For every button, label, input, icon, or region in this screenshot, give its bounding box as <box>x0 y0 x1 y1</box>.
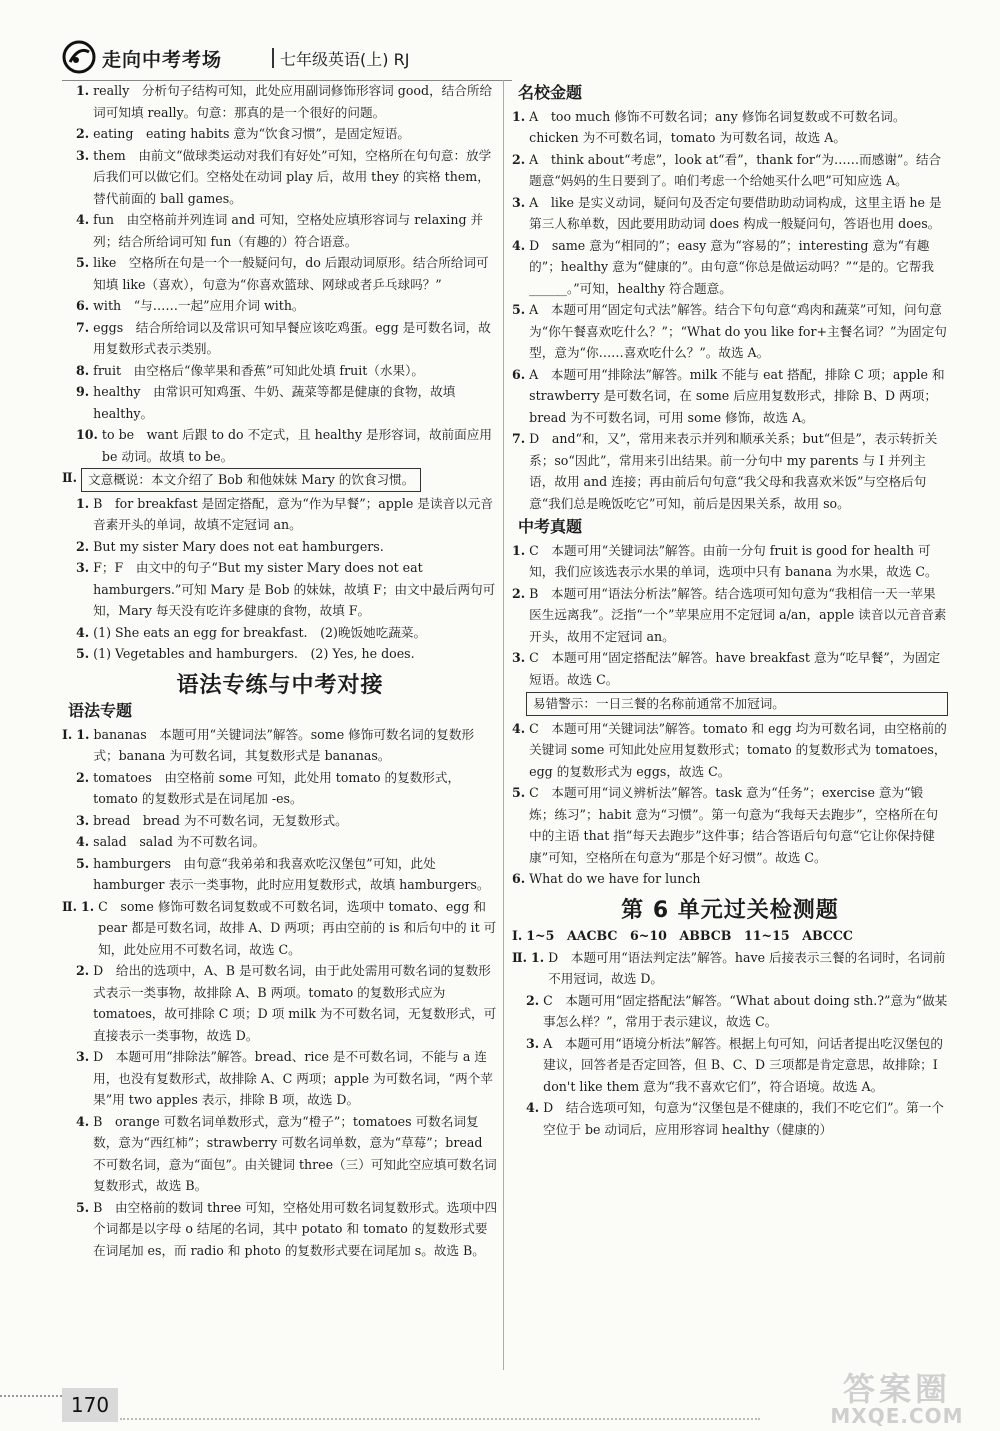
grammar-part2 <box>62 896 498 1262</box>
logo-icon <box>62 40 96 74</box>
list-item: 7. D and“和，又”，常用来表示并列和顺承关系；but“但是”，表示转折关系；so“因此”，常用来引出结果。前一分句中 my parents 与 I 并列主语，故用 and 连接；再由前后句句意“我父母和我喜欢米饭”与空格后句意“我们总是晚饭吃它”可知，前后是因果关系，故用 so。 <box>512 431 938 511</box>
watermark-url: MXQE.COM <box>830 1404 964 1428</box>
list-item: 2. C 本题可用“固定搭配法”解答。“What about doing sth.?”意为“做某事怎么样？”，常用于表示建议，故选 C。 <box>526 992 948 1029</box>
list-item: Ⅱ. 1. D 本题可用“语法判定法”解答。have 后接表示三餐的名词时，名词前不用冠词，故选 D。 <box>512 949 946 986</box>
list-item: 6. with “与……一起”应用介词 with。 <box>76 298 305 313</box>
list-item: 4. B orange 可数名词单数形式，意为“橙子”；tomatoes 可数名词复数，意为“西红柿”；strawberry 可数名词单数，意为“草莓”；bread 不可数名词，意为“面包”。由关键词 three（三）可知此空应填可数名词复数形式，故选 B。 <box>76 1113 497 1193</box>
left-column <box>62 80 498 1261</box>
list-item: 3. A 本题可用“语境分析法”解答。根据上句可知，问话者提出吃汉堡包的建议，回答者是否定回答，但 B、C、D 三项都是肯定意思，故排除；I don't like them 意为“我不喜欢它们”，符合语境。故选 A。 <box>526 1035 943 1094</box>
watermark <box>812 1372 982 1426</box>
exam-heading: 中考真题 <box>518 517 583 536</box>
unit-part1: Ⅰ. 1~5 AACBC 6~10 ABBCB 11~15 ABCCC <box>512 928 853 943</box>
watermark-text: 答案圈 <box>842 1370 951 1408</box>
book-title: 七年级英语(上) RJ <box>280 50 410 69</box>
list-item: 8. fruit 由空格后“像苹果和香蕉”可知此处填 fruit（水果）。 <box>76 362 424 378</box>
list-item: 5. A 本题可用“固定句式法”解答。结合下句句意“鸡肉和蔬菜”可知，问句意为“你午餐喜欢吃什么？”；“What do you like for+主餐名词？”为固定句型，意为“你……喜欢吃什么？”。故选 A。 <box>512 302 947 360</box>
list-item: 2. A think about“考虑”，look at“看”，thank for“为……而感谢”。结合题意“妈妈的生日要到了。咱们考虑一个给她买什么吧”可知应选 A。 <box>512 151 942 188</box>
list-item: 2. B 本题可用“语法分析法”解答。结合选项可知句意为“我相信一天一苹果医生远离我”。泛指“一个”苹果应用不定冠词 a/an，apple 读音以元音音素开头，故用不定冠词 an。 <box>512 585 947 644</box>
list-item: 3. them 由前文“做球类运动对我们有好处”可知，空格所在句句意：放学后我们可以做它们。空格处在动词 play 后，故用 they 的宾格 them，替代前面的 ball games。 <box>76 147 492 206</box>
list-item: 1. C 本题可用“关键词法”解答。由前一分句 fruit is good for health 可知，我们应该选表示水果的单词，选项中只有 banana 为水果，故选 C。 <box>512 542 938 579</box>
list-item: 4. salad salad 为不可数名词。 <box>76 834 266 849</box>
list-item: 10. to be want 后跟 to do 不定式，且 healthy 是形容词，故前面应用 be 动词。故填 to be。 <box>76 427 492 464</box>
list-item: 1. really 分析句子结构可知，此处应用副词修饰形容词 good，结合所给词可知填 really。句意：那真的是一个很好的问题。 <box>76 83 493 120</box>
list-item: 4. (1) She eats an egg for breakfast. (2)晚饭她吃蔬菜。 <box>76 624 427 640</box>
list-item: 2. tomatoes 由空格前 some 可知，此处用 tomato 的复数形式，tomato 的复数形式是在词尾加 -es。 <box>76 769 461 806</box>
list-item: 3. A like 是实义动词，疑问句及否定句要借助助动词构成，这里主语 he 是第三人称单数，因此要用助动词 does 构成一般疑问句，答语也用 does。 <box>512 194 942 231</box>
list-item: 3. C 本题可用“固定搭配法”解答。have breakfast 意为“吃早餐”，为固定短语。故选 C。 <box>512 650 941 687</box>
right-column <box>512 80 948 1140</box>
famous-list <box>512 106 948 515</box>
list-item: 7. eggs 结合所给词以及常识可知早餐应该吃鸡蛋。egg 是可数名词，故用复数形式表示类别。 <box>76 319 491 356</box>
header-divider <box>272 48 274 68</box>
list-item: 3. D 本题可用“排除法”解答。bread、rice 是不可数名词，不能与 a 连用，也没有复数形式，故排除 A、C 两项；apple 为可数名词，“两个苹果”用 two apples 表示，排除 B 项，故选 D。 <box>76 1049 493 1107</box>
section-mark: Ⅱ. <box>62 470 77 485</box>
list-item: 2. But my sister Mary does not eat hamburgers. <box>76 538 384 554</box>
exam-list-a <box>512 540 948 691</box>
list-item: 4. D same 意为“相同的”；easy 意为“容易的”；interesting 意为“有趣的”；healthy 意为“健康的”。由句意“你总是做运动吗？”“是的。它帮我______。”可知，healthy 符合题意。 <box>512 237 935 296</box>
list-item: 1. A too much 修饰不可数名词；any 修饰名词复数或不可数名词。chicken 为不可数名词，tomato 为可数名词，故选 A。 <box>512 108 906 145</box>
list-item: 5. hamburgers 由句意“我弟弟和我喜欢吃汉堡包”可知，此处 hamburger 表示一类事物，此时应用复数形式，故填 hamburgers。 <box>76 855 490 892</box>
list-item: 4. C 本题可用“关键词法”解答。tomato 和 egg 均为可数名词，由空格前的关键词 some 可知此处应用复数形式；tomato 的复数形式为 tomatoes，egg 的复数形式为 eggs，故选 C。 <box>512 720 947 779</box>
grammar-part1 <box>62 724 498 896</box>
list-item: 9. healthy 由常识可知鸡蛋、牛奶、蔬菜等都是健康的食物，故填 healthy。 <box>76 384 456 421</box>
list-item: 1. B for breakfast 是固定搭配，意为“作为早餐”；apple 是读音以元音音素开头的单词，故填不定冠词 an。 <box>76 495 493 532</box>
list-item: 2. eating eating habits 意为“饮食习惯”，是固定短语。 <box>76 126 411 141</box>
page-number: 170 <box>62 1388 118 1422</box>
list-item: 6. A 本题可用“排除法”解答。milk 不能与 eat 搭配，排除 C 项；apple 和 strawberry 是可数名词，在 some 后应用复数形式，排除 B、D 两项；bread 为不可数名词，可用 some 修饰，故选 A。 <box>512 366 945 425</box>
list-item: Ⅰ. 1. bananas 本题可用“关键词法”解答。some 修饰可数名词的复数形式；banana 为可数名词，其复数形式是 bananas。 <box>62 726 475 763</box>
summary-box: 文意概说：本文介绍了 Bob 和他妹妹 Mary 的饮食习惯。 <box>81 468 421 492</box>
part1-list <box>62 80 498 467</box>
footer-dotted-rule <box>120 1418 760 1420</box>
list-item: 4. D 结合选项可知，句意为“汉堡包是不健康的，我们不吃它们”。第一个空位于 be 动词后，应用形容词 healthy（健康的） <box>526 1100 944 1137</box>
page-header <box>62 40 982 74</box>
unit-title: 第 6 单元过关检测题 <box>621 897 839 923</box>
famous-heading: 名校金题 <box>518 83 583 102</box>
part2-list <box>62 493 498 665</box>
column-divider <box>503 80 504 1370</box>
unit-part2 <box>512 947 948 1141</box>
section-2-header <box>62 467 498 493</box>
grammar-heading: 语法专题 <box>68 701 133 720</box>
list-item: Ⅱ. 1. C some 修饰可数名词复数或不可数名词，选项中 tomato、egg 和 pear 都是可数名词，故排 A、D 两项；再由空前的 is 和后句中的 it 可知，此处应用不可数名词，故选 C。 <box>62 898 497 957</box>
exam-list-b <box>512 718 948 890</box>
list-item: 5. like 空格所在句是一个一般疑问句，do 后跟动词原形。结合所给词可知填 like（喜欢），句意为“你喜欢篮球、网球或者乒乓球吗？” <box>76 255 489 292</box>
list-item: 3. bread bread 为不可数名词，无复数形式。 <box>76 812 348 828</box>
section-title: 语法专练与中考对接 <box>176 672 384 698</box>
list-item: 5. (1) Vegetables and hamburgers. (2) Yes, he does. <box>76 646 415 661</box>
brand-name: 走向中考考场 <box>102 49 223 71</box>
list-item: 6. What do we have for lunch <box>512 871 701 886</box>
list-item: 5. C 本题可用“词义辨析法”解答。task 意为“任务”；exercise 意为“锻炼；练习”；habit 意为“习惯”。第一句意为“我每天去跑步”，空格所在句中的主语 that 指“每天去跑步”这件事；结合答语后句句意“它让你保持健康”可知，空格所在句意为“那是个好习惯”。故选 C。 <box>512 785 939 865</box>
tip-box: 易错警示：一日三餐的名称前通常不加冠词。 <box>526 692 948 716</box>
list-item: 2. D 给出的选项中，A、B 是可数名词，由于此处需用可数名词的复数形式表示一类事物，故排除 A、B 两项。tomato 的复数形式应为 tomatoes，故可排除 C 项；D 项 milk 为不可数名词，无复数形式，可直接表示一类事物，故选 D。 <box>76 963 497 1043</box>
list-item: 5. B 由空格前的数词 three 可知，空格处用可数名词复数形式。选项中四个词都是以字母 o 结尾的名词，其中 potato 和 tomato 的复数形式要在词尾加 es，而 radio 和 photo 的复数形式要在词尾加 s。故选 B。 <box>76 1199 498 1258</box>
list-item: 4. fun 由空格前并列连词 and 可知，空格处应填形容词与 relaxing 并列；结合所给词可知 fun（有趣的）符合语意。 <box>76 212 484 249</box>
footer-dotted-rule <box>0 1395 62 1397</box>
list-item: 3. F；F 由文中的句子“But my sister Mary does not eat hamburgers.”可知 Mary 是 Bob 的妹妹，故填 F；由文中最后两句可知，Mary 每天没有吃许多健康的食物，故填 F。 <box>76 560 496 618</box>
